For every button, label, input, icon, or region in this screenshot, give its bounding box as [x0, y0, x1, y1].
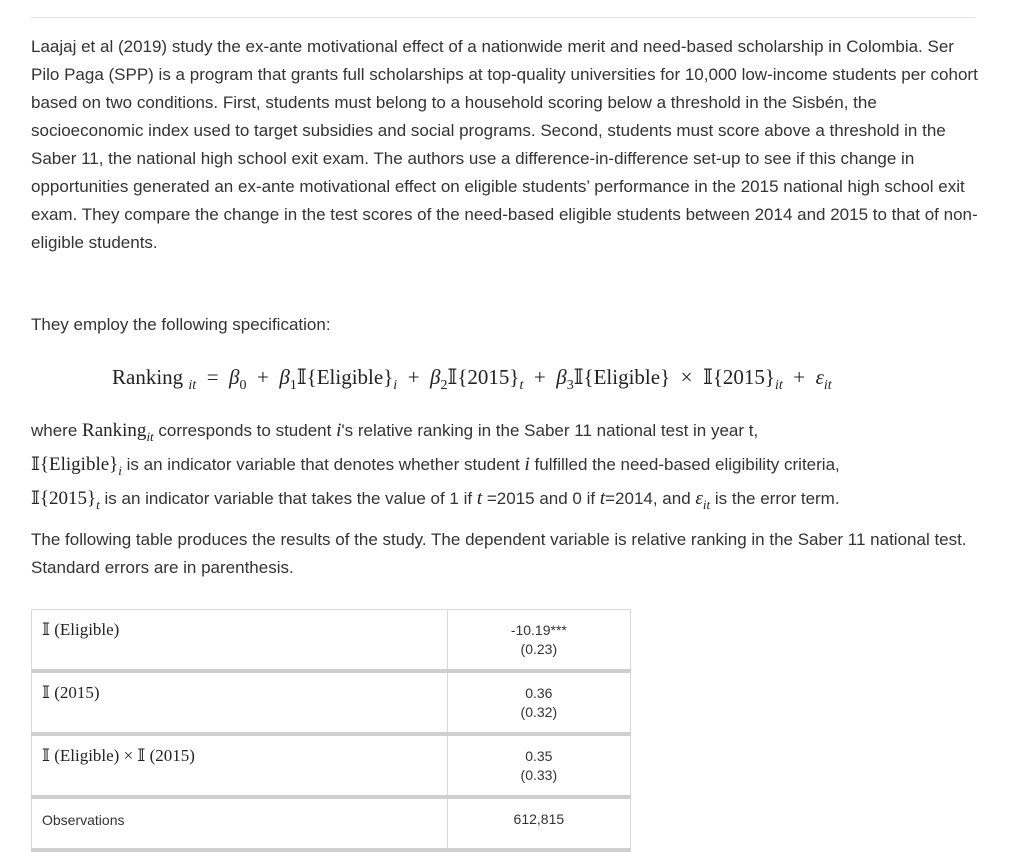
row-label: 𝕀 (Eligible) × 𝕀 (2015) — [42, 746, 195, 765]
table-row — [32, 671, 631, 734]
eq-beta0-sub: 0 — [239, 378, 247, 394]
intro-paragraph: Laajaj et al (2019) study the ex-ante motivational effect of a nationwide merit and need-based scholarship in Colombia. Ser Pilo Paga (SPP) is a program that grants full scholarships at top-quality universities for 10,000 low-income students per cohort based on two conditions. First, students must belong to a household scoring below a threshold in the Sisbén, the socioeconomic index used to target subsidies and social programs. Second, students must score above a threshold in the Saber 11, the national high school exit exam. The authors use a difference-in-difference set-up to see if this change in opportunities generated an ex-ante motivational effect on eligible students’ performance in the 2015 national high school exit exam. They compare the change in the test scores of the need-based eligible students between 2014 and 2015 to that of non-eligible students. — [31, 37, 978, 252]
eq-beta0: β — [229, 365, 240, 389]
table-row — [32, 734, 631, 797]
table-row — [32, 610, 631, 672]
eq-beta3-sub: 3 — [566, 378, 574, 394]
eq-ind-eligible: 𝕀{Eligible} — [296, 365, 394, 389]
eq-lhs-sub: it — [188, 378, 197, 394]
eq-beta1-sub: 1 — [289, 378, 297, 394]
obs-value: 612,815 — [513, 811, 565, 827]
table-intro: The following table produces the results of the study. The dependent variable is relative ranking in the Saber 11 national test. Standard errors are in parenthesis. — [31, 530, 967, 577]
coef-value: -10.19*** — [510, 622, 567, 638]
eq-sub-i: i — [393, 378, 398, 394]
eq-beta2-sub: 2 — [440, 378, 448, 394]
row-label: 𝕀 (2015) — [42, 683, 100, 702]
eq-eps-sub: it — [823, 378, 832, 394]
eq-ind-2015: 𝕀{2015} — [447, 365, 520, 389]
table-row-observations — [32, 797, 631, 850]
where-paragraph: where Ranking$_{it}$ corresponds to student i's relative ranking in the Saber 11 national test in year t, $𝕀\{Eligible\}_i$ is an indicator variable that denotes whether student i fulfilled the need-based eligibility criteria, $𝕀\{2015\}_t$ is an indicator variable that takes the value of 1 if t =2015 and 0 if t=2014, and $\varepsilon_{it}$ is the error term. — [31, 420, 840, 512]
eq-beta3: β — [556, 365, 567, 389]
eq-ind-eligible-2: 𝕀{Eligible} — [573, 365, 671, 389]
coef-value: 0.36 — [525, 685, 553, 701]
eq-sub-it: it — [774, 378, 783, 394]
eq-sub-t: t — [519, 378, 524, 394]
se-value: (0.23) — [520, 641, 558, 657]
eq-ind-2015-2: 𝕀{2015} — [703, 365, 775, 389]
obs-label: Observations — [42, 812, 125, 828]
spec-intro: They employ the following specification: — [31, 315, 331, 334]
coef-value: 0.35 — [525, 748, 553, 764]
regression-equation: Ranking $_{it} = \beta_0$ + $\beta_1𝕀\{Eligible\}_i$ + $\beta_2𝕀\{2015\}_t$ + $\beta_3𝕀\{Eligible\}$ × $𝕀\{2015\}_{it} + \varepsilon_{it}$ — [112, 365, 832, 394]
results-table — [31, 609, 631, 852]
se-value: (0.33) — [520, 767, 558, 783]
top-divider — [31, 17, 975, 18]
se-value: (0.32) — [520, 704, 558, 720]
eq-epsilon: ε — [815, 365, 824, 389]
eq-beta2: β — [430, 365, 441, 389]
eq-lhs: Ranking — [112, 365, 184, 389]
eq-beta1: β — [279, 365, 290, 389]
row-label: 𝕀 (Eligible) — [42, 620, 120, 639]
